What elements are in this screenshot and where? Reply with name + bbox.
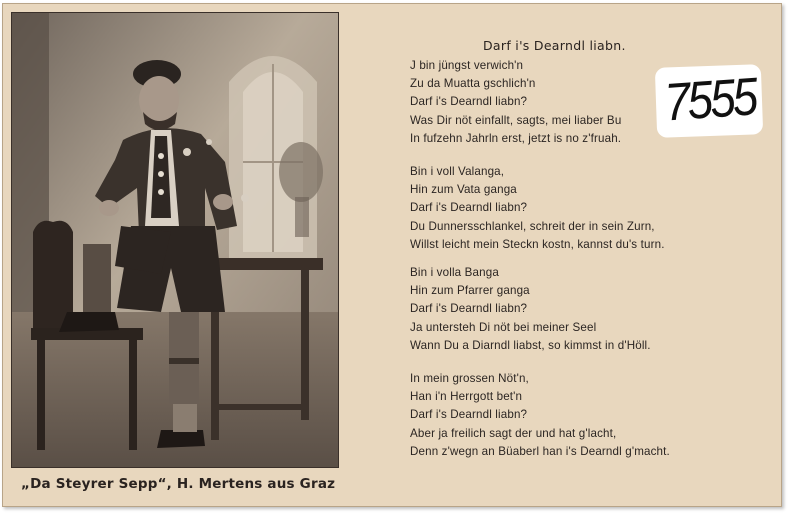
- poem-line: Darf i's Dearndl liabn?: [410, 302, 528, 316]
- poem-line: Bin i volla Banga: [410, 266, 499, 279]
- poem-line: Bin i voll Valanga,: [410, 165, 505, 178]
- poem-line: Willst leicht mein Steckn kostn, kannst du's turn.: [410, 237, 665, 251]
- poem-title: Darf i's Dearndl liabn.: [483, 38, 626, 53]
- poem-line: Was Dir nöt einfallt, sagts, mei liaber Bu: [410, 113, 622, 127]
- inventory-number: 7555: [662, 65, 758, 132]
- postcard: [2, 3, 782, 507]
- portrait-photo-image: [11, 12, 339, 468]
- poem-line: Denn z'wegn an Büaberl han i's Dearndl g'macht.: [410, 444, 670, 458]
- poem-line: Darf i's Dearndl liabn?: [410, 201, 528, 215]
- poem-line: Zu da Muatta gschlich'n: [410, 77, 536, 91]
- stanza-3: [410, 264, 740, 355]
- photo-caption: „Da Steyrer Sepp“, H. Mertens aus Graz: [21, 476, 336, 492]
- poem-line: J bin jüngst verwich'n: [410, 59, 524, 72]
- poem-line: Hin zum Vata ganga: [410, 183, 517, 197]
- stanza-4: [410, 370, 740, 461]
- inventory-label: [655, 64, 763, 138]
- poem-line: In fufzehn Jahrln erst, jetzt is no z'fruah.: [410, 131, 622, 145]
- poem-line: Hin zum Pfarrer ganga: [410, 284, 530, 298]
- stanza-2: [410, 163, 740, 254]
- poem-line: Aber ja freilich sagt der und hat g'lacht,: [410, 426, 617, 440]
- poem-line: In mein grossen Nöt'n,: [410, 372, 529, 385]
- poem-line: Wann Du a Diarndl liabst, so kimmst in d'Höll.: [410, 338, 651, 352]
- poem-line: Du Dunnersschlankel, schreit der in sein Zurn,: [410, 219, 655, 233]
- poem-line: Han i'n Herrgott bet'n: [410, 390, 523, 404]
- poem-line: Darf i's Dearndl liabn?: [410, 408, 528, 422]
- poem-line: Darf i's Dearndl liabn?: [410, 95, 528, 109]
- poem-line: Ja untersteh Di nöt bei meiner Seel: [410, 320, 597, 334]
- portrait-photo: [11, 12, 339, 468]
